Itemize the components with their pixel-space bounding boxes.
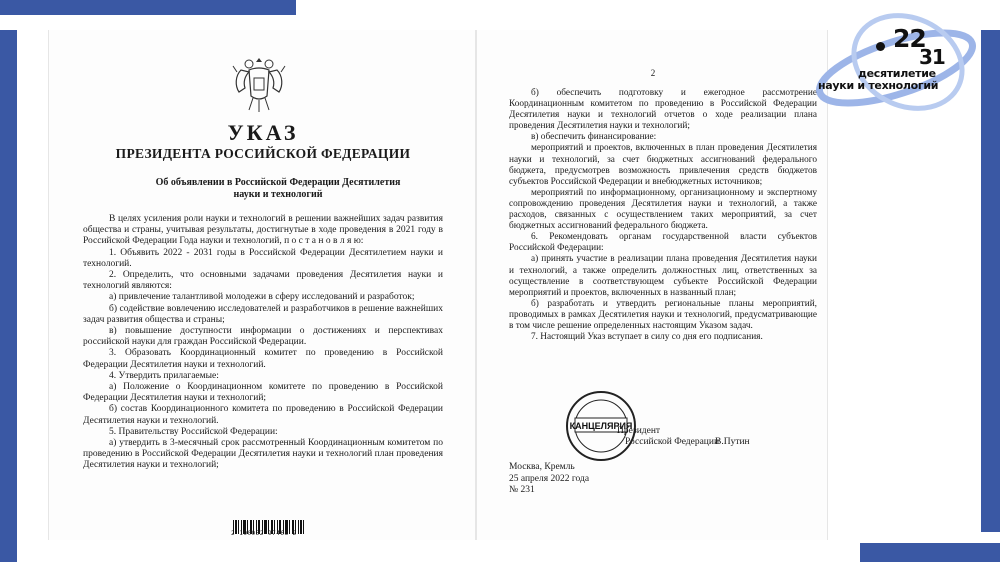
decree-body-page-2 xyxy=(509,88,817,343)
paragraph: мероприятий по информационному, организационному и экспертному сопровождению проведения Десятилетия науки и технологий, а также расходов, связанных с осуществлением таких мероприятий, за счет бюджетных ассигнований федерального бюджета. xyxy=(509,187,817,232)
logo-year-end: 31 xyxy=(919,45,945,69)
logo-text-line1: десятилетие xyxy=(858,67,936,80)
place-line: Москва, Кремль xyxy=(509,462,575,472)
paragraph: 6. Рекомендовать органам государственной власти субъектов Российской Федерации: xyxy=(509,232,817,254)
accent-bar-right xyxy=(981,30,1000,532)
paragraph: 3. Образовать Координационный комитет по проведению в Российской Федерации Десятилетия науки и технологий. xyxy=(83,348,443,370)
decree-page-2 xyxy=(476,30,828,540)
decree-body-page-1 xyxy=(83,214,443,472)
logo-year-start: 22 xyxy=(893,24,926,53)
signature-name: В.Путин xyxy=(715,437,750,447)
paragraph: мероприятий и проектов, включенных в план проведения Десятилетия науки и технологий, за счет бюджетных ассигнований федерального бюджета, предусмотрев возможность привлечения средств бюджетов субъектов Российской Федерации и внебюджетных источников; xyxy=(509,143,817,187)
accent-bar-bottom xyxy=(860,543,1000,562)
paragraph: 4. Утвердить прилагаемые: xyxy=(109,370,219,381)
page-number: 2 xyxy=(650,68,656,78)
paragraph: а) принять участие в реализации плана проведения Десятилетия науки и технологий, а также определить должностных лиц, ответственных за осуществление в соответствующем субъекте Российской Федерации мероприятий и проектов, включенных в названный план; xyxy=(509,254,817,298)
paragraph: б) разработать и утвердить региональные планы мероприятий, проводимых в рамках Десятилетия науки и технологий, предусматривающие в том числе решение определенных настоящим Указом задач. xyxy=(509,298,817,331)
signature-title-line1: Президент xyxy=(617,426,661,436)
paragraph: а) утвердить в 3-месячный срок рассмотренный Координационным комитетом по проведению в Российской Федерации Десятилетия науки и технологий план проведения Десятилетия науки и технологий; xyxy=(83,438,443,471)
paragraph: 7. Настоящий Указ вступает в силу со дня его подписания. xyxy=(531,332,763,343)
decree-page-1 xyxy=(48,30,476,540)
signature-title-line2: Российской Федерации xyxy=(625,437,720,447)
paragraph: В целях усиления роли науки и технологий в решении важнейших задач развития общества и страны, учитывая результаты, достигнутые в ходе проведения в 2021 году в Российской Федерации Года науки и технологий, п о с т а н о в л я ю: xyxy=(83,214,443,247)
accent-bar-top xyxy=(0,0,296,15)
paragraph: 5. Правительству Российской Федерации: xyxy=(109,426,278,437)
decree-subheading: ПРЕЗИДЕНТА РОССИЙСКОЙ ФЕДЕРАЦИИ xyxy=(115,146,411,161)
number-line: № 231 xyxy=(509,485,535,495)
paragraph: 1. Объявить 2022 - 2031 годы в Российской Федерации Десятилетием науки и технологий. xyxy=(83,247,443,269)
double-headed-eagle-icon xyxy=(231,52,287,118)
logo-dot-icon xyxy=(876,42,885,51)
decree-place-date xyxy=(509,462,589,497)
paragraph: б) содействие вовлечению исследователей и разработчиков в решение важнейших задач развития общества и страны; xyxy=(83,303,443,325)
paragraph: 2. Определить, что основными задачами проведения Десятилетия науки и технологий являются: xyxy=(83,270,443,292)
decree-subject: Об объявлении в Российской Федерации Десятилетия науки и технологий xyxy=(155,177,401,200)
stamp-label: КАНЦЕЛЯРИЯ xyxy=(569,421,633,431)
date-line: 25 апреля 2022 года xyxy=(509,473,590,484)
accent-bar-left xyxy=(0,30,17,562)
logo-text-line2: науки и технологий xyxy=(818,79,939,92)
paragraph: в) повышение доступности информации о достижениях и перспективах российской науки для граждан Российской Федерации. xyxy=(83,326,443,348)
paragraph: б) состав Координационного комитета по проведению в Российской Федерации Десятилетия науки и технологий. xyxy=(83,404,443,426)
paragraph: б) обеспечить подготовку и ежегодное рассмотрение Координационным комитетом по проведению в Российской Федерации Десятилетия науки и технологий отчетов о ходе реализации плана проведения Десятилетия науки и технологий; xyxy=(509,88,817,132)
paragraph: а) привлечение талантливой молодежи в сферу исследований и разработок; xyxy=(109,292,415,303)
paragraph: а) Положение о Координационном комитете по проведению в Российской Федерации Десятилетия науки и технологий; xyxy=(83,382,443,404)
decree-heading: УКАЗ xyxy=(227,120,299,145)
paragraph: в) обеспечить финансирование: xyxy=(531,132,657,143)
barcode-number: 2 100052 97468 2 xyxy=(231,530,297,537)
